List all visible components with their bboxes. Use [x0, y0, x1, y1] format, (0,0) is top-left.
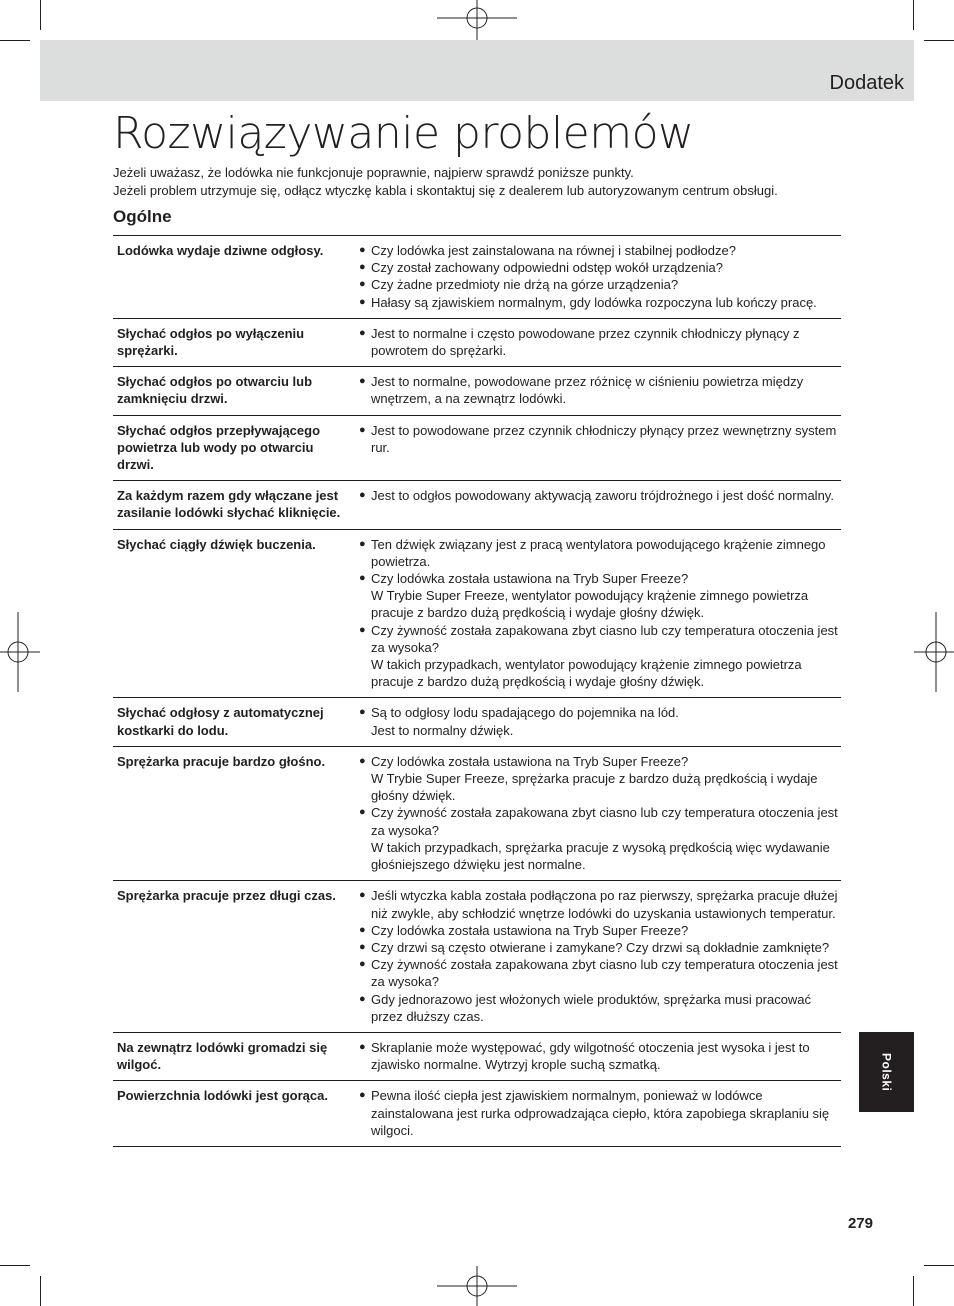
- solution-text: ● Czy żadne przedmioty nie drżą na górze urządzenia?: [371, 277, 679, 293]
- solution-cell: [359, 698, 841, 746]
- problem-cell: [113, 367, 359, 415]
- table-row: [113, 1032, 841, 1080]
- list-item: [359, 373, 841, 407]
- page-number: 279: [847, 1215, 873, 1232]
- crop-mark: [913, 1276, 914, 1306]
- problem-cell: [113, 1081, 359, 1147]
- list-item: [359, 622, 841, 691]
- crop-mark: [924, 40, 954, 41]
- registration-mark-icon: [437, 1266, 517, 1306]
- solution-text: W Trybie Super Freeze, sprężarka pracuje z bardzo dużą prędkością i wydaje głośny dźwięk.: [371, 771, 818, 804]
- table-row: [113, 746, 841, 880]
- solution-text: ● Jest to powodowane przez czynnik chłodniczy płynący przez wewnętrzny system rur.: [371, 422, 837, 455]
- problem-cell: [113, 698, 359, 746]
- solution-text: ● Czy lodówka jest zainstalowana na równej i stabilnej podłodze?: [371, 243, 736, 258]
- language-tab: [859, 1032, 914, 1112]
- problem-cell: [113, 529, 359, 698]
- crop-mark: [40, 0, 41, 30]
- solution-text: W takich przypadkach, sprężarka pracuje z wysoką prędkością więc wydawanie głośniejszego dźwięku jest normalne.: [371, 839, 830, 873]
- solution-list: [359, 704, 841, 738]
- problem-text: Słychać ciągły dźwięk buczenia.: [117, 536, 316, 552]
- solution-cell: [359, 881, 841, 1033]
- solution-text: Jest to normalny dźwięk.: [371, 722, 514, 738]
- problem-text: Powierzchnia lodówki jest gorąca.: [117, 1088, 328, 1104]
- troubleshooting-table: [113, 235, 841, 1147]
- solution-text: ● Jeśli wtyczka kabla została podłączona po raz pierwszy, sprężarka pracuje dłużej niż zwykle, aby schłodzić wnętrze lodówki do uzyskania ustawionych temperatur.: [371, 888, 838, 921]
- problem-text: Słychać odgłosy z automatycznej kostkarki do lodu.: [117, 705, 324, 738]
- crop-mark: [40, 1276, 41, 1306]
- intro-text: [113, 164, 873, 199]
- list-item: [359, 570, 841, 622]
- table-row: [113, 236, 841, 319]
- header-band: [40, 40, 914, 101]
- solution-text: W Trybie Super Freeze, wentylator powodujący krążenie zimnego powietrza pracuje z bardzo dużą prędkością i wydaje głośny dźwięk.: [371, 588, 809, 621]
- solution-cell: [359, 481, 841, 529]
- solution-text: ● Hałasy są zjawiskiem normalnym, gdy lodówka rozpoczyna lub kończy pracę.: [371, 294, 817, 310]
- registration-mark-icon: [914, 612, 954, 692]
- problem-cell: [113, 318, 359, 366]
- table-row: [113, 481, 841, 529]
- solution-list: [359, 1039, 841, 1073]
- section-label: Dodatek: [829, 72, 904, 94]
- solution-text: ● Jest to odgłos powodowany aktywacją zaworu trójdrożnego i jest dość normalny.: [371, 488, 834, 504]
- problem-cell: [113, 881, 359, 1033]
- problem-text: Sprężarka pracuje bardzo głośno.: [117, 753, 326, 769]
- list-item: [359, 1039, 841, 1073]
- registration-mark-icon: [0, 612, 40, 692]
- list-item: [359, 536, 841, 570]
- solution-text: ● Czy lodówka została ustawiona na Tryb Super Freeze?: [371, 753, 689, 769]
- solution-cell: [359, 746, 841, 880]
- solution-text: ● Jest to normalne, powodowane przez różnicę w ciśnieniu powietrza między wnętrzem, a na zewnątrz lodówki.: [371, 374, 804, 407]
- solution-list: [359, 753, 841, 873]
- solution-cell: [359, 236, 841, 319]
- list-item: [359, 922, 841, 939]
- solution-text: ● Czy lodówka została ustawiona na Tryb Super Freeze?: [371, 571, 689, 587]
- solution-list: [359, 422, 841, 456]
- solution-list: [359, 373, 841, 407]
- solution-text: ● Gdy jednorazowo jest włożonych wiele produktów, sprężarka musi pracować przez dłuższy czas.: [371, 991, 812, 1024]
- section-heading: Ogólne: [113, 207, 172, 226]
- solution-cell: [359, 1032, 841, 1080]
- solution-list: [359, 536, 841, 691]
- crop-mark: [913, 0, 914, 30]
- intro-line: Jeżeli uważasz, że lodówka nie funkcjonuje poprawnie, najpierw sprawdź poniższe punkty.: [113, 165, 634, 180]
- table-row: [113, 318, 841, 366]
- problem-cell: [113, 481, 359, 529]
- list-item: [359, 991, 841, 1025]
- list-item: [359, 939, 841, 956]
- solution-text: ● Pewna ilość ciepła jest zjawiskiem normalnym, ponieważ w lodówce zainstalowana jest rurka odprowadzająca ciepło, która zapobiega skraplaniu się wilgoci.: [371, 1088, 830, 1138]
- table-row: [113, 698, 841, 746]
- list-item: [359, 294, 841, 311]
- list-item: [359, 325, 841, 359]
- solution-cell: [359, 415, 841, 481]
- list-item: [359, 804, 841, 873]
- page-title: Rozwiązywanie problemów: [113, 108, 694, 159]
- problem-cell: [113, 1032, 359, 1080]
- solution-text: ● Skraplanie może występować, gdy wilgotność otoczenia jest wysoka i jest to zjawisko normalne. Wytrzyj krople suchą szmatką.: [371, 1039, 810, 1073]
- solution-list: [359, 887, 841, 1025]
- solution-list: [359, 487, 841, 504]
- solution-text: ● Czy żywność została zapakowana zbyt ciasno lub czy temperatura otoczenia jest za wysoka?: [371, 622, 838, 655]
- solution-text: ● Czy został zachowany odpowiedni odstęp wokół urządzenia?: [371, 260, 723, 276]
- crop-mark: [0, 1265, 30, 1266]
- solution-text: ● Jest to normalne i często powodowane przez czynnik chłodniczy płynący z powrotem do sprężarki.: [371, 325, 800, 359]
- solution-list: [359, 242, 841, 311]
- problem-text: Słychać odgłos po otwarciu lub zamknięciu drzwi.: [117, 374, 313, 407]
- solution-cell: [359, 367, 841, 415]
- solution-text: ● Czy lodówka została ustawiona na Tryb Super Freeze?: [371, 922, 689, 938]
- language-tab-label: Polski: [879, 1052, 894, 1092]
- table-row: [113, 1081, 841, 1147]
- solution-text: ● Ten dźwięk związany jest z pracą wentylatora powodującego krążenie zimnego powietrza.: [371, 536, 826, 569]
- problem-text: Na zewnątrz lodówki gromadzi się wilgoć.: [117, 1039, 328, 1073]
- solution-list: [359, 325, 841, 359]
- list-item: [359, 887, 841, 921]
- registration-mark-icon: [437, 0, 517, 40]
- solution-list: [359, 1087, 841, 1139]
- crop-mark: [0, 40, 30, 41]
- table-row: [113, 367, 841, 415]
- list-item: [359, 242, 841, 259]
- table-row: [113, 529, 841, 698]
- solution-cell: [359, 1081, 841, 1147]
- solution-text: ● Czy żywność została zapakowana zbyt ciasno lub czy temperatura otoczenia jest za wysoka?: [371, 957, 838, 990]
- problem-text: Za każdym razem gdy włączane jest zasilanie lodówki słychać kliknięcie.: [117, 488, 341, 521]
- solution-text: ● Czy żywność została zapakowana zbyt ciasno lub czy temperatura otoczenia jest za wysoka?: [371, 805, 838, 838]
- list-item: [359, 1087, 841, 1139]
- list-item: [359, 276, 841, 293]
- intro-line: Jeżeli problem utrzymuje się, odłącz wtyczkę kabla i skontaktuj się z dealerem lub autoryzowanym centrum obsługi.: [113, 182, 778, 198]
- solution-text: ● Są to odgłosy lodu spadającego do pojemnika na lód.: [371, 705, 679, 721]
- list-item: [359, 704, 841, 738]
- list-item: [359, 422, 841, 456]
- problem-text: Lodówka wydaje dziwne odgłosy.: [117, 243, 324, 258]
- list-item: [359, 487, 841, 504]
- problem-cell: [113, 415, 359, 481]
- solution-text: ● Czy drzwi są często otwierane i zamykane? Czy drzwi są dokładnie zamknięte?: [371, 939, 830, 955]
- table-row: [113, 415, 841, 481]
- solution-cell: [359, 529, 841, 698]
- list-item: [359, 956, 841, 990]
- table-row: [113, 881, 841, 1033]
- problem-cell: [113, 236, 359, 319]
- solution-cell: [359, 318, 841, 366]
- list-item: [359, 753, 841, 805]
- crop-mark: [924, 1265, 954, 1266]
- list-item: [359, 259, 841, 276]
- problem-cell: [113, 746, 359, 880]
- solution-text: W takich przypadkach, wentylator powodujący krążenie zimnego powietrza pracuje z bardzo dużą prędkością i wydaje głośny dźwięk.: [371, 657, 802, 690]
- problem-text: Słychać odgłos przepływającego powietrza lub wody po otwarciu drzwi.: [117, 422, 321, 473]
- problem-text: Słychać odgłos po wyłączeniu sprężarki.: [117, 325, 305, 359]
- problem-text: Sprężarka pracuje przez długi czas.: [117, 888, 336, 904]
